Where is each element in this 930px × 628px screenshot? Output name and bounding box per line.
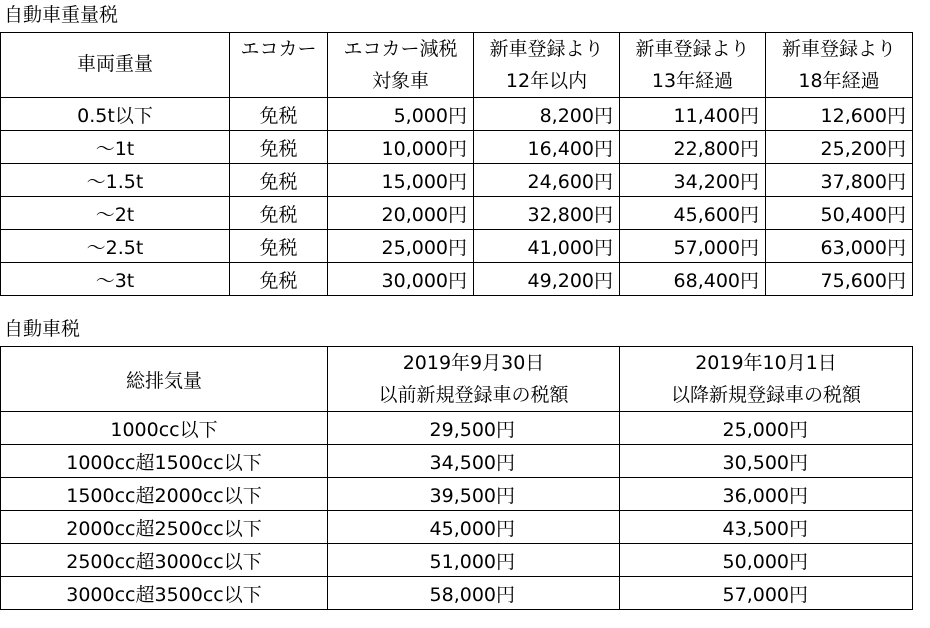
within-12y-cell: 32,800円 xyxy=(474,197,620,230)
header-13-years-elapsed: 新車登録より 13年経過 xyxy=(620,33,766,98)
after-18y-cell: 12,600円 xyxy=(766,98,913,131)
auto-tax-table xyxy=(0,346,913,610)
displacement-cell: 1500cc超2000cc以下 xyxy=(1,478,328,511)
old-tax-cell: 58,000円 xyxy=(328,577,620,610)
eco-reduction-cell: 30,000円 xyxy=(328,263,474,296)
displacement-cell: 2500cc超3000cc以下 xyxy=(1,544,328,577)
new-tax-cell: 43,500円 xyxy=(620,511,913,544)
after-13y-cell: 68,400円 xyxy=(620,263,766,296)
table-row xyxy=(1,230,913,263)
header-eco-car: エコカー xyxy=(230,33,328,98)
eco-reduction-cell: 15,000円 xyxy=(328,164,474,197)
new-tax-cell: 30,500円 xyxy=(620,445,913,478)
new-tax-cell: 25,000円 xyxy=(620,412,913,445)
header-eco-tax-reduction: エコカー減税 対象車 xyxy=(328,33,474,98)
table-row xyxy=(1,197,913,230)
table-row xyxy=(1,131,913,164)
old-tax-cell: 34,500円 xyxy=(328,445,620,478)
displacement-cell: 2000cc超2500cc以下 xyxy=(1,511,328,544)
new-tax-cell: 57,000円 xyxy=(620,577,913,610)
within-12y-cell: 41,000円 xyxy=(474,230,620,263)
new-tax-cell: 36,000円 xyxy=(620,478,913,511)
within-12y-cell: 16,400円 xyxy=(474,131,620,164)
header-after-2019-10: 2019年10月1日 以降新規登録車の税額 xyxy=(620,347,913,412)
weight-cell: 0.5t以下 xyxy=(1,98,230,131)
old-tax-cell: 29,500円 xyxy=(328,412,620,445)
displacement-cell: 1000cc超1500cc以下 xyxy=(1,445,328,478)
header-displacement: 総排気量 xyxy=(1,347,328,412)
eco-car-cell: 免税 xyxy=(230,164,328,197)
weight-tax-table xyxy=(0,32,913,296)
eco-reduction-cell: 20,000円 xyxy=(328,197,474,230)
weight-cell: ～2t xyxy=(1,197,230,230)
old-tax-cell: 51,000円 xyxy=(328,544,620,577)
displacement-cell: 3000cc超3500cc以下 xyxy=(1,577,328,610)
within-12y-cell: 49,200円 xyxy=(474,263,620,296)
table-row xyxy=(1,445,913,478)
after-13y-cell: 11,400円 xyxy=(620,98,766,131)
header-before-2019-10: 2019年9月30日 以前新規登録車の税額 xyxy=(328,347,620,412)
weight-cell: ～1.5t xyxy=(1,164,230,197)
after-13y-cell: 45,600円 xyxy=(620,197,766,230)
within-12y-cell: 8,200円 xyxy=(474,98,620,131)
displacement-cell: 1000cc以下 xyxy=(1,412,328,445)
eco-reduction-cell: 25,000円 xyxy=(328,230,474,263)
weight-cell: ～1t xyxy=(1,131,230,164)
after-18y-cell: 50,400円 xyxy=(766,197,913,230)
eco-car-cell: 免税 xyxy=(230,263,328,296)
eco-car-cell: 免税 xyxy=(230,197,328,230)
after-13y-cell: 22,800円 xyxy=(620,131,766,164)
within-12y-cell: 24,600円 xyxy=(474,164,620,197)
header-within-12-years: 新車登録より 12年以内 xyxy=(474,33,620,98)
eco-reduction-cell: 10,000円 xyxy=(328,131,474,164)
after-18y-cell: 25,200円 xyxy=(766,131,913,164)
after-18y-cell: 63,000円 xyxy=(766,230,913,263)
eco-reduction-cell: 5,000円 xyxy=(328,98,474,131)
table-row xyxy=(1,98,913,131)
table-row xyxy=(1,164,913,197)
header-18-years-elapsed: 新車登録より 18年経過 xyxy=(766,33,913,98)
weight-tax-title: 自動車重量税 xyxy=(4,4,119,26)
eco-car-cell: 免税 xyxy=(230,98,328,131)
header-vehicle-weight: 車両重量 xyxy=(1,33,230,98)
table-row xyxy=(1,478,913,511)
table-row xyxy=(1,511,913,544)
auto-tax-header-row xyxy=(1,347,913,412)
weight-cell: ～3t xyxy=(1,263,230,296)
after-18y-cell: 75,600円 xyxy=(766,263,913,296)
weight-tax-header-row xyxy=(1,33,913,98)
old-tax-cell: 39,500円 xyxy=(328,478,620,511)
table-row xyxy=(1,544,913,577)
table-row xyxy=(1,263,913,296)
table-row xyxy=(1,577,913,610)
table-row xyxy=(1,412,913,445)
weight-cell: ～2.5t xyxy=(1,230,230,263)
new-tax-cell: 50,000円 xyxy=(620,544,913,577)
eco-car-cell: 免税 xyxy=(230,131,328,164)
after-18y-cell: 37,800円 xyxy=(766,164,913,197)
auto-tax-title: 自動車税 xyxy=(4,318,81,340)
old-tax-cell: 45,000円 xyxy=(328,511,620,544)
after-13y-cell: 57,000円 xyxy=(620,230,766,263)
after-13y-cell: 34,200円 xyxy=(620,164,766,197)
eco-car-cell: 免税 xyxy=(230,230,328,263)
